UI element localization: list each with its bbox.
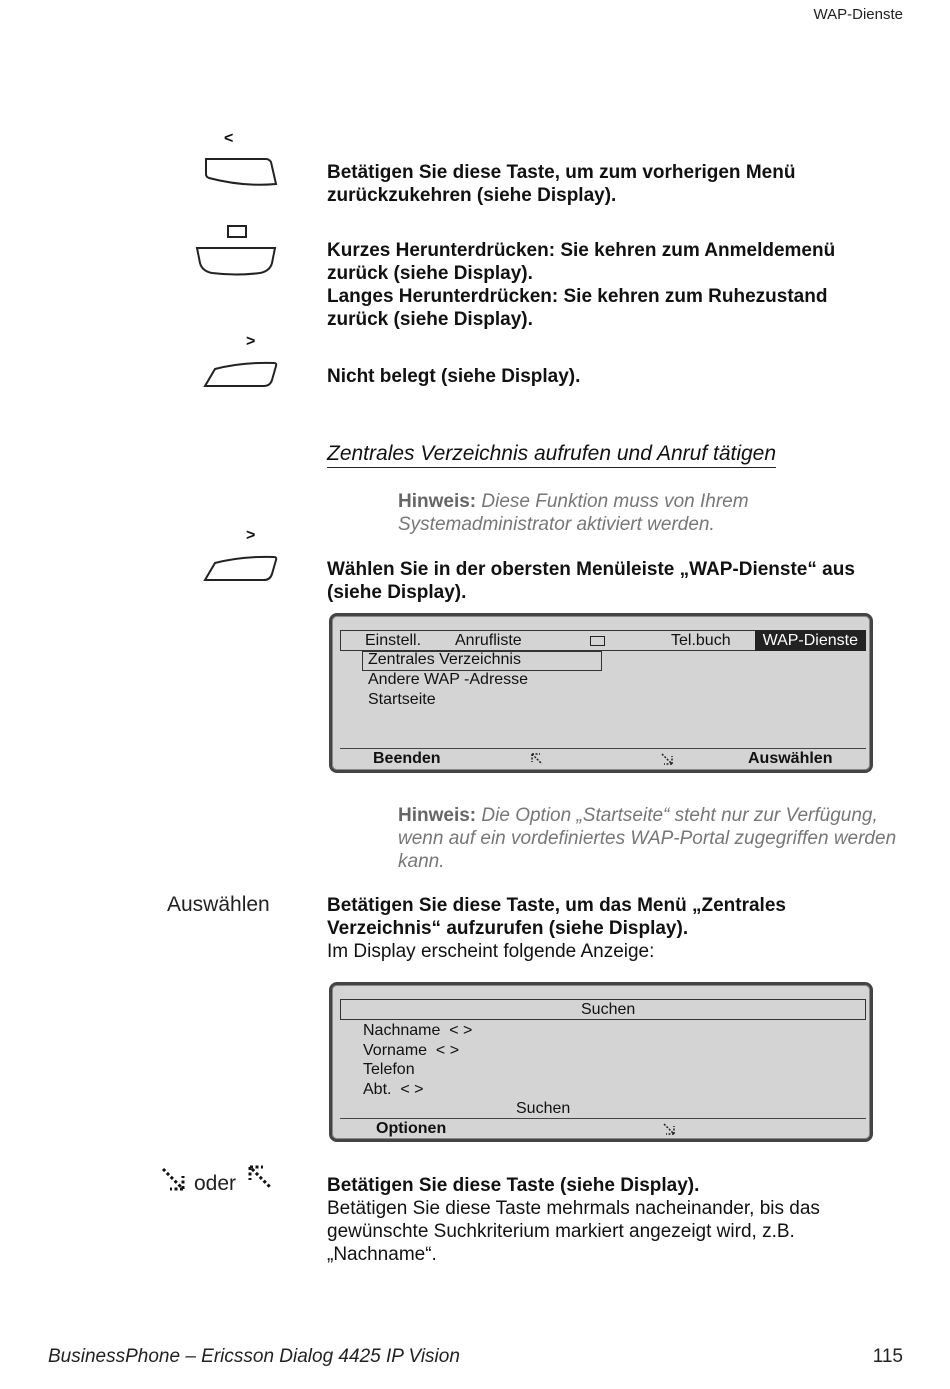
field-vorname: Vorname < >: [363, 1042, 460, 1059]
display-softkey-bar: [340, 748, 866, 749]
page-number: 115: [872, 1346, 903, 1367]
key-label-auswaehlen: Auswählen: [167, 893, 270, 916]
hint-text: Diese Funktion muss von Ihrem Systemadministrator aktiviert werden.: [398, 491, 749, 535]
forward-symbol: >: [246, 527, 256, 544]
arrow-down-right-icon: [660, 752, 674, 766]
softkey-right-icon: [202, 554, 280, 584]
middle-key-description-short: Kurzes Herunterdrücken: Sie kehren zum Anmeldemenü zurück (siehe Display).: [327, 240, 836, 284]
display-item-startseite: Startseite: [368, 691, 436, 708]
forward-symbol: >: [246, 333, 256, 350]
tab-anrufliste: Anrufliste: [455, 632, 522, 649]
softkey-left-icon: [203, 156, 279, 188]
select-step-description: Betätigen Sie diese Taste, um das Menü „Zentrales Verzeichnis“ aufzurufen (siehe Display).: [327, 895, 786, 939]
field-telefon: Telefon: [363, 1061, 415, 1078]
hint-label: Hinweis:: [398, 491, 477, 512]
back-key-description: Betätigen Sie diese Taste, um zum vorherigen Menü zurückzukehren (siehe Display).: [327, 162, 796, 206]
nav-step-description: Betätigen Sie diese Taste (siehe Display).: [327, 1175, 700, 1196]
softkey-middle-icon: [194, 245, 278, 277]
hint-text: Die Option „Startseite“ steht nur zur Verfügung, wenn auf ein vordefiniertes WAP-Portal zugegriffen werden kann.: [398, 805, 897, 872]
search-action: Suchen: [516, 1100, 571, 1117]
softkey-auswaehlen: Auswählen: [748, 750, 833, 767]
rect-icon: [227, 225, 247, 238]
softkey-beenden: Beenden: [373, 750, 441, 767]
softkey-optionen: Optionen: [376, 1120, 447, 1137]
tab-wap-dienste: WAP-Dienste: [755, 630, 866, 651]
or-label: oder: [194, 1172, 237, 1195]
back-symbol: <: [224, 130, 234, 147]
right-key-description: Nicht belegt (siehe Display).: [327, 366, 581, 387]
arrow-down-right-icon: [160, 1166, 186, 1192]
arrow-up-left-icon: [247, 1164, 273, 1190]
display-title: Suchen: [581, 1001, 636, 1018]
softkey-right-icon: [202, 360, 280, 390]
phone-display-menu: [329, 613, 873, 773]
phone-display-search: [329, 982, 873, 1142]
display-title-bar: [340, 999, 866, 1020]
display-item-andere: Andere WAP -Adresse: [368, 671, 529, 688]
display-menu-bar: [340, 630, 866, 651]
select-step-note: Im Display erscheint folgende Anzeige:: [327, 941, 655, 962]
tab-telbuch: Tel.buch: [671, 632, 731, 649]
wap-step-description: Wählen Sie in der obersten Menüleiste „WAP-Dienste“ aus (siehe Display).: [327, 559, 855, 603]
field-abt: Abt. < >: [363, 1081, 424, 1098]
running-header: WAP-Dienste: [813, 6, 903, 23]
hint-startseite: [398, 804, 908, 873]
tab-einstell: Einstell.: [365, 632, 422, 649]
nav-step-note: Betätigen Sie diese Taste mehrmals nacheinander, bis das gewünschte Suchkriterium markiert angezeigt wird, z.B. „Nachname“.: [327, 1198, 820, 1265]
footer-title: BusinessPhone – Ericsson Dialog 4425 IP Vision: [48, 1346, 460, 1367]
arrow-up-left-icon: [530, 752, 544, 766]
hint-label: Hinweis:: [398, 805, 477, 826]
display-softkey-bar: [340, 1118, 866, 1119]
section-title: Zentrales Verzeichnis aufrufen und Anruf tätigen: [327, 442, 776, 468]
rect-icon: [590, 636, 605, 646]
middle-key-description-long: Langes Herunterdrücken: Sie kehren zum Ruhezustand zurück (siehe Display).: [327, 286, 828, 330]
field-nachname: Nachname < >: [363, 1022, 473, 1039]
arrow-down-right-icon: [662, 1122, 676, 1136]
hint-admin: [398, 490, 878, 536]
display-item-zentrales: Zentrales Verzeichnis: [368, 651, 521, 668]
